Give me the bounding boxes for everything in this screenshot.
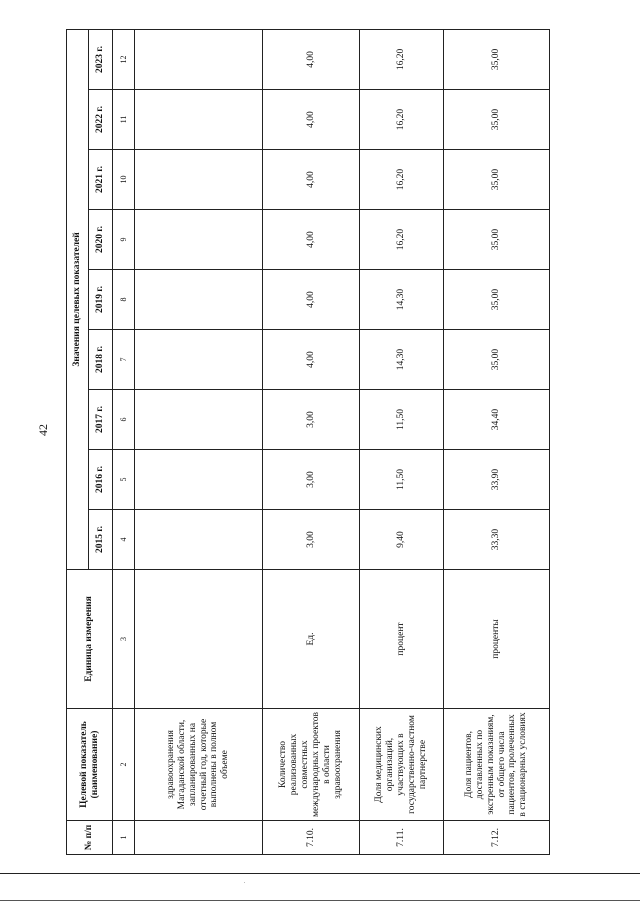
column-number: 9 [113,210,135,270]
row-num: 7.12. [444,821,550,855]
header-year: 2015 г. [89,510,113,570]
header-year: 2020 г. [89,210,113,270]
row-value: 14,30 [360,270,444,330]
row-value: 3,00 [263,510,360,570]
table-row [360,29,444,854]
row-value: 3,00 [263,450,360,510]
row-value [135,330,263,390]
row-value: 35,00 [444,29,550,89]
header-year: 2019 г. [89,270,113,330]
column-number: 11 [113,90,135,150]
row-unit: процент [360,570,444,709]
scan-speck [244,882,245,883]
page-number: 42 [36,424,50,436]
header-year: 2017 г. [89,390,113,450]
column-number: 4 [113,510,135,570]
header-year: 2018 г. [89,330,113,390]
column-number: 10 [113,150,135,210]
row-value: 4,00 [263,210,360,270]
rotated-table-container [66,30,549,855]
table-row [444,29,550,854]
row-value: 16,20 [360,29,444,89]
row-value: 4,00 [263,90,360,150]
row-num: 7.10. [263,821,360,855]
row-value: 14,30 [360,330,444,390]
column-number-row [113,29,135,854]
row-value: 4,00 [263,330,360,390]
row-value: 16,20 [360,90,444,150]
row-value [135,390,263,450]
row-unit: Ед. [263,570,360,709]
row-value: 34,40 [444,390,550,450]
row-value: 16,20 [360,210,444,270]
column-number: 5 [113,450,135,510]
header-values-group: Значения целевых показателей [67,29,89,569]
row-value: 9,40 [360,510,444,570]
row-value: 35,00 [444,90,550,150]
row-value [135,90,263,150]
row-indicator-name: Количество реализованных совместных международных проектов в области здравоохранения [263,709,360,821]
column-number: 3 [113,570,135,709]
row-indicator-name: здравоохранения Магаданской области, запланированных на отчетный год, которые выполнены в полном объеме [135,709,263,821]
row-value: 3,00 [263,390,360,450]
column-number: 8 [113,270,135,330]
row-value [135,150,263,210]
row-value: 35,00 [444,330,550,390]
row-value: 11,50 [360,450,444,510]
row-value [135,450,263,510]
row-value [135,210,263,270]
row-indicator-name: Доля медицинских организаций, участвующих в государственно-частном партнерстве [360,709,444,821]
row-value [135,510,263,570]
column-number: 2 [113,709,135,821]
column-number: 12 [113,29,135,89]
row-value: 33,30 [444,510,550,570]
row-num [135,821,263,855]
header-year: 2023 г. [89,29,113,89]
row-value: 16,20 [360,150,444,210]
row-value [135,29,263,89]
row-value: 11,50 [360,390,444,450]
header-num: № п/п [67,821,113,855]
header-year: 2022 г. [89,90,113,150]
row-value: 4,00 [263,270,360,330]
row-indicator-name: Доля пациентов, доставленных по экстренным показаниям, от общего числа пациентов, пролеченных в стационарных условиях [444,709,550,821]
row-value: 33,90 [444,450,550,510]
header-year: 2021 г. [89,150,113,210]
header-indicator: Целевой показатель (наименование) [67,709,113,821]
row-num: 7.11. [360,821,444,855]
row-unit: проценты [444,570,550,709]
header-unit: Единица измерения [67,570,113,709]
row-value: 4,00 [263,29,360,89]
bottom-divider [0,873,640,874]
row-value: 35,00 [444,150,550,210]
column-number: 1 [113,821,135,855]
row-value [135,270,263,330]
table-row [263,29,360,854]
row-unit [135,570,263,709]
row-value: 35,00 [444,210,550,270]
bottom-edge-line [0,900,640,901]
row-value: 4,00 [263,150,360,210]
column-number: 7 [113,330,135,390]
table-row [135,29,263,854]
target-indicators-table [66,29,550,855]
row-value: 35,00 [444,270,550,330]
column-number: 6 [113,390,135,450]
header-year: 2016 г. [89,450,113,510]
